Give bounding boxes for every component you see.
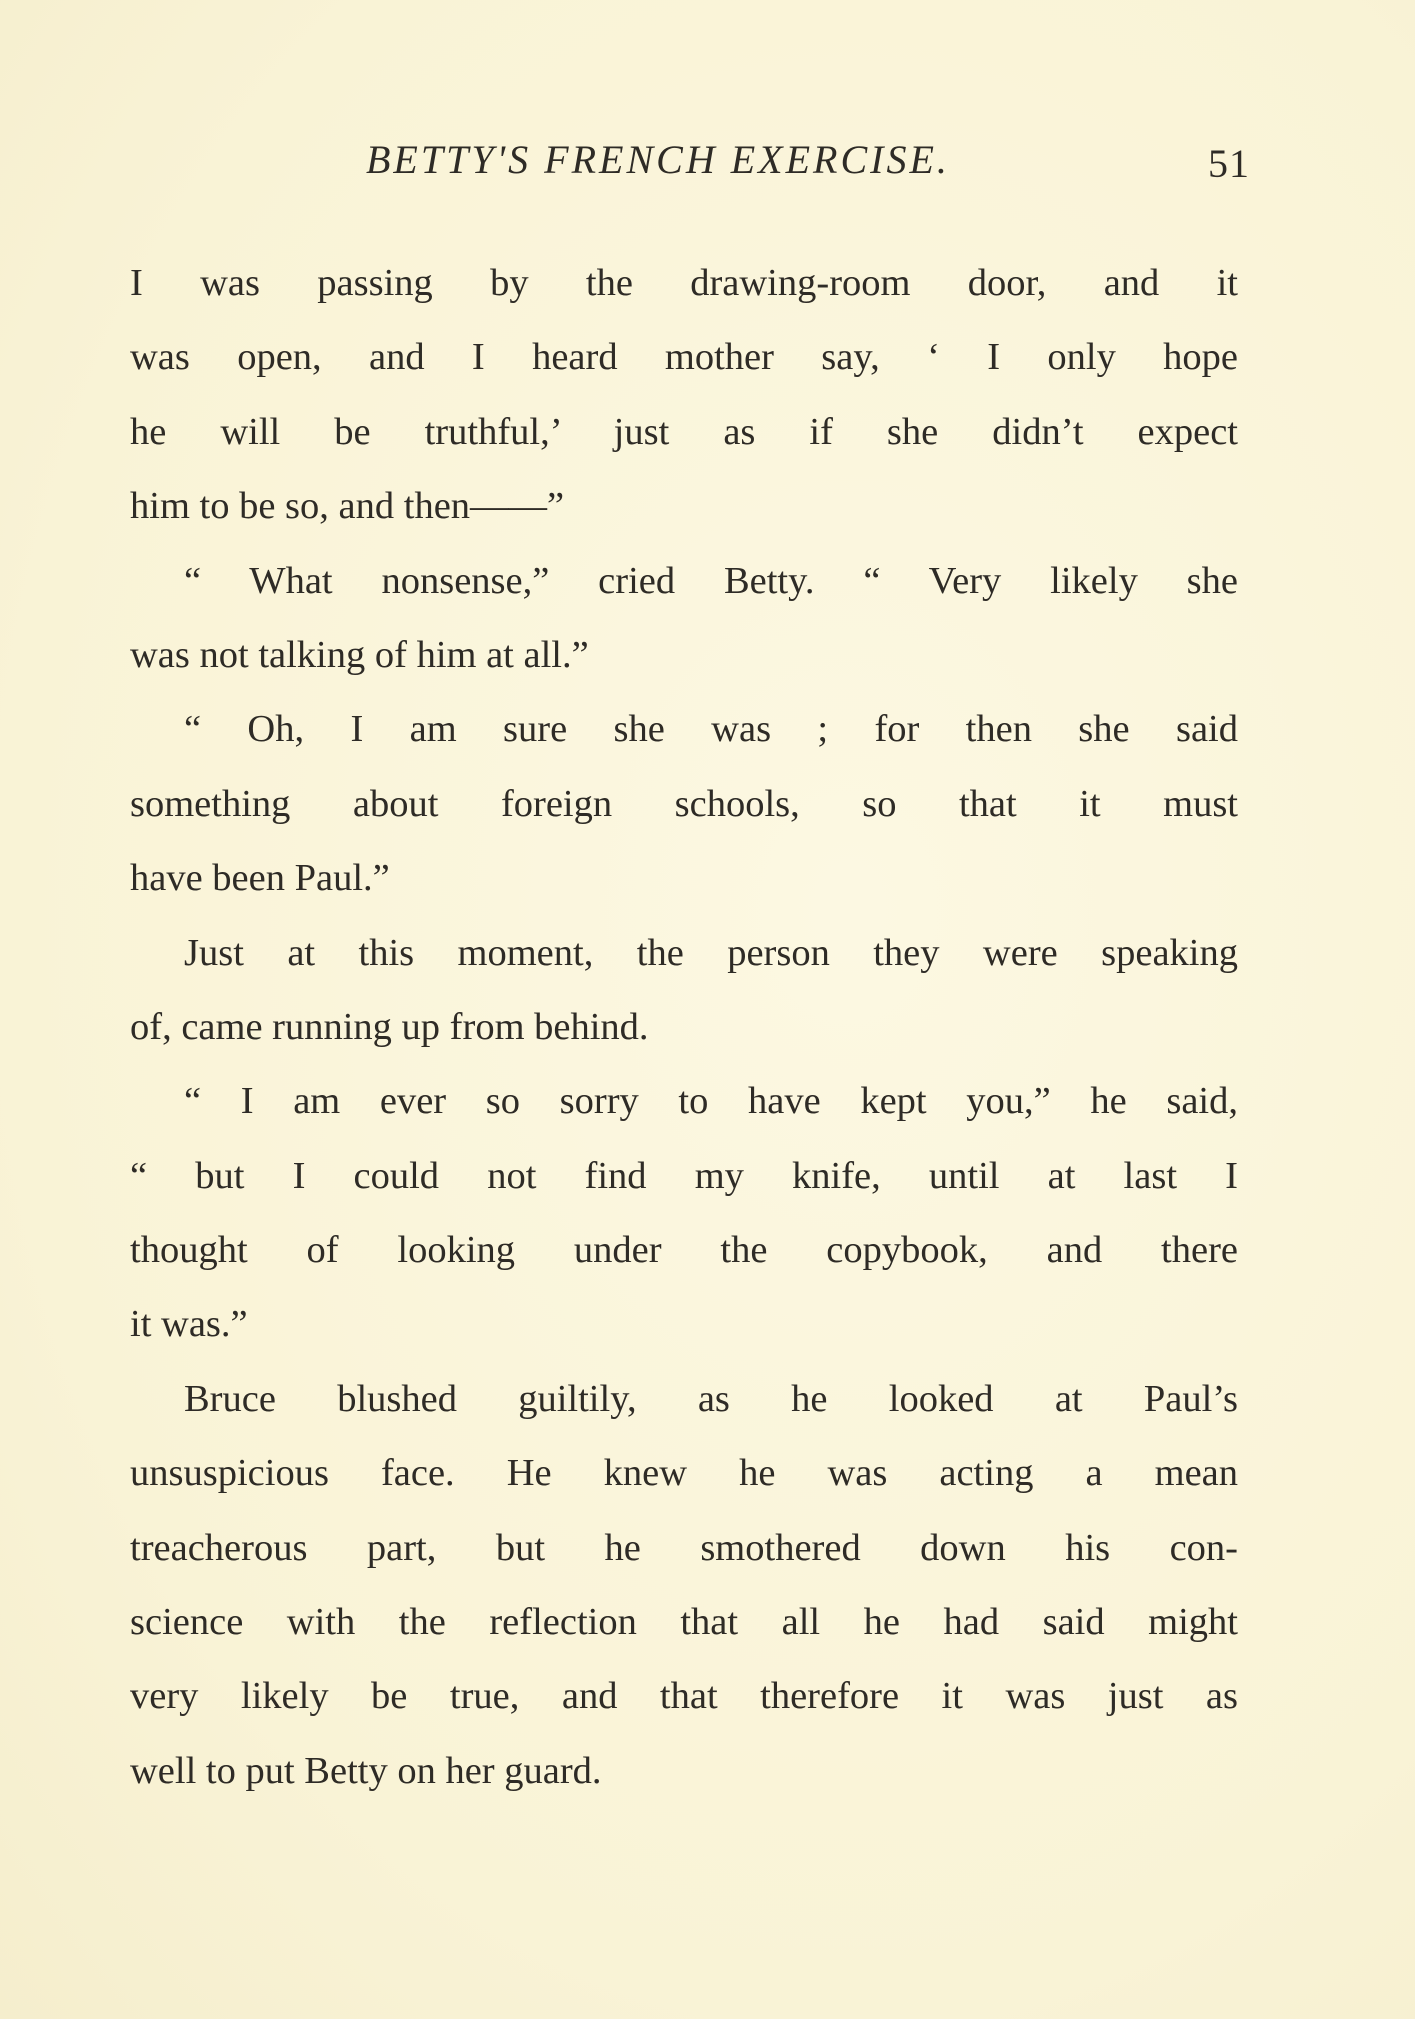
text-line: science with the reflection that all he had said might <box>130 1601 1238 1644</box>
text-line: “ but I could not find my knife, until at last I <box>130 1154 1238 1197</box>
text-line: was not talking of him at all.” <box>130 633 589 676</box>
text-line: “ What nonsense,” cried Betty. “ Very likely she <box>184 559 1238 602</box>
text-line: “ Oh, I am sure she was ; for then she said <box>184 708 1238 751</box>
text-line: have been Paul.” <box>130 857 390 900</box>
text-line: was open, and I heard mother say, ‘ I only hope <box>130 336 1238 379</box>
text-line: of, came running up from behind. <box>130 1005 649 1048</box>
text-line: I was passing by the drawing-room door, and it <box>130 262 1238 304</box>
text-line: very likely be true, and that therefore it was just as <box>130 1675 1238 1718</box>
text-line: him to be so, and then——” <box>130 485 565 528</box>
running-title: BETTY'S FRENCH EXERCISE. <box>366 137 950 182</box>
text-line: it was.” <box>130 1303 248 1346</box>
page-number: 51 <box>1208 141 1250 186</box>
text-line: something about foreign schools, so that it must <box>130 782 1238 825</box>
text-line: “ I am ever so sorry to have kept you,” he said, <box>184 1080 1238 1123</box>
text-line: thought of looking under the copybook, and there <box>130 1229 1238 1272</box>
text-line: Just at this moment, the person they were speaking <box>184 931 1238 974</box>
body-text <box>130 246 1238 1808</box>
text-line: he will be truthful,’ just as if she didn’t expect <box>130 410 1238 453</box>
text-line: unsuspicious face. He knew he was acting a mean <box>130 1452 1238 1495</box>
text-line: Bruce blushed guiltily, as he looked at Paul’s <box>184 1377 1238 1420</box>
running-head <box>130 136 1250 196</box>
text-line: well to put Betty on her guard. <box>130 1749 602 1792</box>
text-line: treacherous part, but he smothered down his con- <box>130 1526 1238 1569</box>
